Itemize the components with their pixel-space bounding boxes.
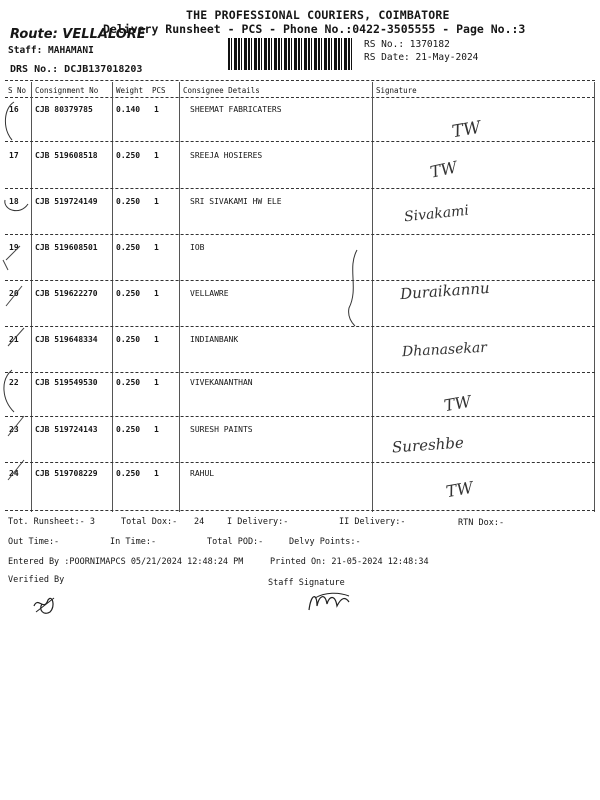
header-bottom-rule — [5, 97, 595, 98]
receiver-signature: Sivakami — [403, 202, 470, 226]
out-time-label: Out Time:- — [8, 537, 60, 547]
row-separator — [5, 280, 595, 281]
pcs-value: 1 — [154, 197, 159, 206]
consignee-name: SURESH PAINTS — [190, 425, 253, 434]
weight-value: 0.250 — [116, 151, 141, 160]
pcs-value: 1 — [154, 335, 159, 344]
staff-signature-label: Staff Signature — [268, 578, 345, 588]
table-row — [0, 100, 600, 146]
serial-number: 19 — [9, 243, 19, 252]
serial-number: 22 — [9, 378, 19, 387]
consignee-name: SRI SIVAKAMI HW ELE — [190, 197, 282, 206]
weight-value: 0.250 — [116, 469, 141, 478]
table-top-rule — [5, 80, 595, 81]
consignment-number: CJB 519608518 — [35, 151, 98, 160]
pcs-value: 1 — [154, 243, 159, 252]
total-dox-label: Total Dox:- — [121, 517, 178, 527]
row-separator — [5, 141, 595, 142]
delivery-points-label: Delvy Points:- — [289, 537, 361, 547]
entered-by: Entered By :POORNIMAPCS 05/21/2024 12:48:24 PM — [8, 557, 244, 567]
receiver-signature: Dhanasekar — [401, 339, 488, 361]
row-separator — [5, 188, 595, 189]
serial-number: 21 — [9, 335, 19, 344]
table-row — [0, 420, 600, 466]
consignment-number: CJB 80379785 — [35, 105, 93, 114]
consignment-number: CJB 519608501 — [35, 243, 98, 252]
weight-value: 0.250 — [116, 289, 141, 298]
company-title: THE PROFESSIONAL COURIERS, COIMBATORE — [186, 8, 450, 22]
barcode-image — [228, 38, 352, 70]
consignment-number: CJB 519724149 — [35, 197, 98, 206]
in-time-label: In Time:- — [110, 537, 157, 547]
pcs-value: 1 — [154, 425, 159, 434]
staff-signature-mark — [305, 588, 353, 616]
verified-by-label: Verified By — [8, 575, 65, 585]
consignment-number: CJB 519622270 — [35, 289, 98, 298]
column-header-consignment: Consignment No — [35, 86, 99, 95]
weight-value: 0.250 — [116, 243, 141, 252]
drs-number: DRS No.: DCJB137018203 — [10, 64, 143, 75]
total-runsheet: Tot. Runsheet:- 3 — [8, 517, 95, 527]
column-header-weight: Weight — [116, 86, 144, 95]
consignee-name: SHEEMAT FABRICATERS — [190, 105, 282, 114]
weight-value: 0.250 — [116, 425, 141, 434]
pcs-value: 1 — [154, 469, 159, 478]
row-separator — [5, 234, 595, 235]
ii-delivery-label: II Delivery:- — [339, 517, 406, 527]
consignee-name: SREEJA HOSIERES — [190, 151, 263, 160]
staff-label: Staff: MAHAMANI — [8, 45, 94, 56]
verifier-initials-mark — [30, 592, 60, 618]
serial-number: 18 — [9, 197, 19, 206]
table-row — [0, 330, 600, 376]
total-pod-label: Total POD:- — [207, 537, 264, 547]
consignee-name: VIVEKANANTHAN — [190, 378, 253, 387]
serial-number: 17 — [9, 151, 19, 160]
row-separator — [5, 462, 595, 463]
weight-value: 0.250 — [116, 378, 141, 387]
route-label: Route: VELLALORE — [10, 27, 146, 42]
table-row — [0, 146, 600, 192]
consignee-name: RAHUL — [190, 469, 215, 478]
consignee-name: VELLAWRE — [190, 289, 229, 298]
i-delivery-label: I Delivery:- — [227, 517, 289, 527]
column-header-consignee: Consignee Details — [183, 86, 260, 95]
serial-number: 16 — [9, 105, 19, 114]
consignee-name: INDIANBANK — [190, 335, 239, 344]
consignment-number: CJB 519708229 — [35, 469, 98, 478]
column-header-signature: Signature — [376, 86, 417, 95]
rtn-dox-label: RTN Dox:- — [458, 518, 505, 528]
row-separator — [5, 416, 595, 417]
pcs-value: 1 — [154, 378, 159, 387]
weight-value: 0.250 — [116, 335, 141, 344]
receiver-signature: Sureshbe — [391, 433, 465, 457]
pen-tick-marks — [0, 100, 40, 520]
pcs-value: 1 — [154, 289, 159, 298]
column-header-pcs: PCS — [152, 86, 166, 95]
consignment-number: CJB 519648334 — [35, 335, 98, 344]
receiver-signature: TW — [444, 477, 475, 502]
table-row — [0, 466, 600, 512]
table-row — [0, 278, 600, 330]
pcs-value: 1 — [154, 105, 159, 114]
serial-number: 24 — [9, 469, 19, 478]
table-row — [0, 192, 600, 238]
weight-value: 0.140 — [116, 105, 141, 114]
consignment-number: CJB 519724143 — [35, 425, 98, 434]
receiver-signature: TW — [450, 117, 483, 143]
table-row — [0, 238, 600, 284]
rs-number: RS No.: 1370182 — [364, 39, 450, 50]
runsheet-title: Delivery Runsheet - PCS - Phone No.:0422-3505555 - Page No.:3 — [103, 22, 526, 36]
consignment-number: CJB 519549530 — [35, 378, 98, 387]
receiver-signature: TW — [442, 391, 473, 416]
consignee-name: IOB — [190, 243, 205, 252]
column-header-sno: S No — [8, 86, 27, 95]
total-dox-value: 24 — [194, 517, 205, 527]
pen-scribble — [345, 248, 365, 328]
serial-number: 20 — [9, 289, 19, 298]
row-separator — [5, 372, 595, 373]
weight-value: 0.250 — [116, 197, 141, 206]
pcs-value: 1 — [154, 151, 159, 160]
row-separator — [5, 326, 595, 327]
rs-date: RS Date: 21-May-2024 — [364, 52, 479, 63]
receiver-signature: TW — [428, 157, 459, 182]
table-bottom-rule — [5, 510, 595, 511]
serial-number: 23 — [9, 425, 19, 434]
printed-on: Printed On: 21-05-2024 12:48:34 — [270, 557, 429, 567]
receiver-signature: Duraikannu — [399, 278, 491, 304]
